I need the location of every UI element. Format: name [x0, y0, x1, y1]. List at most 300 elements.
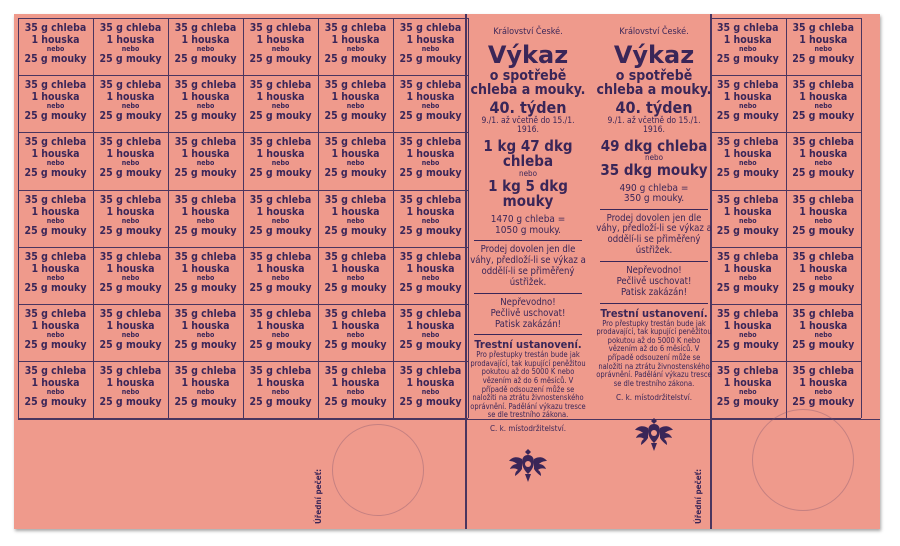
coupon-text: 25 g mouky — [792, 224, 855, 237]
coupon-text: 25 g mouky — [99, 396, 162, 409]
coupon-text: 25 g mouky — [716, 224, 779, 237]
coupon-text: nebo — [738, 273, 757, 282]
coupon-text: 35 g chleba — [716, 250, 779, 263]
coupon-text: nebo — [121, 331, 140, 339]
coupon[interactable] — [322, 23, 389, 65]
coupon[interactable] — [322, 137, 389, 179]
coupon-text: 35 g chleba — [174, 193, 237, 206]
coupon-text: nebo — [346, 273, 365, 282]
penal-heading: Trestní ustanovení. — [600, 306, 708, 320]
coupon-text: nebo — [814, 216, 833, 225]
grid-line — [18, 361, 468, 362]
grid-line — [18, 18, 19, 418]
coupon-text: nebo — [271, 159, 290, 168]
coupon-text: nebo — [196, 388, 215, 397]
coupon[interactable] — [22, 23, 89, 65]
coupon-text: 25 g mouky — [399, 53, 462, 65]
coupon[interactable] — [397, 366, 464, 408]
coupon-text: 1 houska — [256, 262, 305, 275]
grid-line — [243, 18, 244, 418]
coupon-text: nebo — [421, 102, 440, 111]
coupon-text: 35 g chleba — [324, 308, 387, 320]
coupon-text: 1 houska — [31, 91, 80, 104]
coupon-text: 25 g mouky — [24, 167, 87, 180]
coupon-text: nebo — [738, 388, 757, 397]
coupon-text: 25 g mouky — [716, 281, 779, 294]
coupon-text: 35 g chleba — [399, 308, 462, 320]
coupon-text: 35 g chleba — [24, 79, 87, 92]
grid-line — [318, 18, 319, 418]
ration-card — [14, 14, 880, 529]
coupon[interactable] — [397, 195, 464, 237]
coupon-text: nebo — [346, 388, 365, 397]
coupon[interactable] — [172, 80, 239, 122]
ration-panel-1 — [470, 28, 586, 491]
coupon-text: nebo — [814, 331, 833, 339]
amount-flour: 1 kg 5 dkg mouky — [488, 176, 568, 211]
grid-line — [786, 18, 787, 418]
equation-1: 1470 g chleba = — [490, 214, 566, 226]
coupon-text: 35 g chleba — [99, 79, 162, 92]
coupon-text: 1 houska — [31, 320, 80, 332]
panel-subtitle-1: o spotřebě — [615, 67, 693, 84]
coupon-text: 35 g chleba — [24, 193, 87, 206]
coupon-text: 25 g mouky — [716, 167, 779, 180]
coupon-text: 1 houska — [181, 377, 230, 390]
amount-flour: 35 dkg mouky — [600, 160, 708, 179]
coupon-text: 25 g mouky — [174, 110, 237, 123]
coupon[interactable] — [714, 309, 782, 351]
coupon[interactable] — [790, 366, 858, 408]
coupon-text: 25 g mouky — [249, 167, 312, 180]
grid-line — [710, 361, 861, 362]
coupon-text: 35 g chleba — [174, 79, 237, 92]
coupon-text: 25 g mouky — [174, 53, 237, 65]
grid-line — [168, 18, 169, 418]
coupon-text: 35 g chleba — [174, 308, 237, 320]
coupon[interactable] — [22, 366, 89, 408]
coupon[interactable] — [22, 252, 89, 294]
coupon[interactable] — [247, 252, 314, 294]
amount-bread: 1 kg 47 dkg chleba — [483, 136, 573, 171]
coupon-text: 1 houska — [106, 262, 155, 275]
coupon-text: 25 g mouky — [792, 396, 855, 409]
coupon-text: nebo — [46, 45, 65, 53]
coupon[interactable] — [790, 80, 858, 122]
coupon-text: 1 houska — [331, 262, 380, 275]
coupon-text: 35 g chleba — [24, 136, 87, 149]
coupon[interactable] — [322, 80, 389, 122]
coupon-text: 1 houska — [723, 205, 772, 218]
coupon-text: nebo — [271, 388, 290, 397]
coupon-text: 1 houska — [406, 377, 455, 390]
coupon-text: 1 houska — [331, 34, 380, 46]
coupon-text: 25 g mouky — [174, 224, 237, 237]
coupon-text: nebo — [271, 102, 290, 111]
coupon-text: 35 g chleba — [324, 250, 387, 263]
coupon-text: 25 g mouky — [324, 339, 387, 351]
grid-line — [710, 132, 861, 133]
warning-1: Nepřevodno! — [626, 265, 682, 277]
coupon-text: nebo — [46, 388, 65, 397]
coupon[interactable] — [97, 252, 164, 294]
state-name: Království České. — [493, 27, 563, 37]
coupon[interactable] — [714, 80, 782, 122]
coupon-text: 25 g mouky — [399, 396, 462, 409]
coupon-text: 1 houska — [181, 320, 230, 332]
coupon-text: 35 g chleba — [99, 193, 162, 206]
coupon[interactable] — [714, 195, 782, 237]
coupon-text: 35 g chleba — [249, 22, 312, 34]
date-range: 9./1. až včetně do 15./1. 1916. — [481, 115, 575, 135]
coupon-text: nebo — [421, 331, 440, 339]
coupon-text: 35 g chleba — [24, 250, 87, 263]
grid-line — [710, 247, 861, 248]
coupon-text: 35 g chleba — [249, 193, 312, 206]
coupon-text: 35 g chleba — [249, 365, 312, 378]
coupon-text: 1 houska — [799, 320, 848, 332]
coupon-text: 25 g mouky — [399, 224, 462, 237]
coupon-text: 25 g mouky — [249, 224, 312, 237]
coupon-text: 25 g mouky — [249, 396, 312, 409]
coupon-text: 1 houska — [406, 320, 455, 332]
coupon-text: 1 houska — [256, 320, 305, 332]
grid-line — [18, 419, 880, 420]
official-seal-label: Úřední pečeť: — [314, 469, 323, 525]
warning-2: Pečlivě uschovat! — [490, 307, 566, 319]
coupon-text: nebo — [738, 102, 757, 111]
coupon-text: 1 houska — [406, 91, 455, 104]
coupon[interactable] — [97, 309, 164, 351]
coupon-text: nebo — [121, 45, 140, 53]
coupon-text: 35 g chleba — [324, 79, 387, 92]
authority: C. k. místodržitelství. — [616, 392, 692, 402]
coupon-text: 25 g mouky — [399, 281, 462, 294]
coupon-text: 25 g mouky — [716, 339, 779, 351]
coupon-text: 1 houska — [256, 205, 305, 218]
coupon[interactable] — [247, 137, 314, 179]
state-name: Království České. — [619, 27, 689, 37]
coupon[interactable] — [790, 23, 858, 65]
equation-2: 350 g mouky. — [623, 193, 685, 205]
coupon-text: 1 houska — [31, 205, 80, 218]
coupon-text: 25 g mouky — [716, 53, 779, 65]
grid-line — [18, 132, 468, 133]
coupon-text: 1 houska — [181, 34, 230, 46]
coupon[interactable] — [97, 23, 164, 65]
coupon[interactable] — [97, 137, 164, 179]
coupon[interactable] — [247, 23, 314, 65]
grid-line — [861, 18, 862, 418]
coupon[interactable] — [97, 195, 164, 237]
coupon-text: 35 g chleba — [24, 308, 87, 320]
coupon-text: 35 g chleba — [716, 365, 779, 378]
or-text: nebo — [519, 169, 537, 179]
coupon-text: 1 houska — [331, 377, 380, 390]
coupon-text: 1 houska — [31, 262, 80, 275]
coupon-text: 35 g chleba — [24, 365, 87, 378]
coupon-text: 35 g chleba — [399, 22, 462, 34]
coupon-text: 35 g chleba — [324, 193, 387, 206]
coupon-text: nebo — [121, 102, 140, 111]
coupon-text: 1 houska — [256, 34, 305, 46]
coupon-text: 25 g mouky — [792, 167, 855, 180]
coupon-text: 35 g chleba — [249, 250, 312, 263]
coupon-text: 35 g chleba — [249, 79, 312, 92]
coupon[interactable] — [22, 195, 89, 237]
coupon-text: 1 houska — [256, 148, 305, 161]
authority: C. k. místodržitelství. — [490, 424, 566, 434]
coupon-text: 35 g chleba — [399, 365, 462, 378]
coupon[interactable] — [714, 366, 782, 408]
coupon[interactable] — [247, 195, 314, 237]
coupon[interactable] — [97, 80, 164, 122]
coupon-text: nebo — [738, 45, 757, 53]
coupon-text: 1 houska — [723, 148, 772, 161]
coupon-text: nebo — [421, 388, 440, 397]
coupon-text: 35 g chleba — [792, 365, 855, 378]
coupon-text: 35 g chleba — [716, 79, 779, 92]
coupon-text: nebo — [346, 216, 365, 225]
coupon-text: 25 g mouky — [716, 396, 779, 409]
warning-1: Nepřevodno! — [500, 296, 556, 308]
coupon-text: 35 g chleba — [174, 365, 237, 378]
coupon-text: nebo — [346, 102, 365, 111]
coupon[interactable] — [172, 23, 239, 65]
coupon-text: 25 g mouky — [99, 53, 162, 65]
coupon-text: 25 g mouky — [399, 110, 462, 123]
coupon-text: 1 houska — [723, 262, 772, 275]
panel-subtitle-2: chleba a mouky. — [470, 82, 586, 99]
coupon-text: 25 g mouky — [716, 110, 779, 123]
coupon-text: nebo — [196, 216, 215, 225]
coupon-text: 1 houska — [723, 91, 772, 104]
coupon-text: nebo — [814, 45, 833, 53]
coupon-text: nebo — [121, 216, 140, 225]
coupon-text: nebo — [814, 388, 833, 397]
coupon-text: nebo — [738, 331, 757, 339]
grid-line — [710, 304, 861, 305]
coupon-text: 35 g chleba — [24, 22, 87, 34]
grid-line — [710, 75, 861, 76]
coupon-text: 25 g mouky — [249, 53, 312, 65]
coupon-text: 1 houska — [256, 377, 305, 390]
coupon-text: 1 houska — [106, 205, 155, 218]
coupon-text: 1 houska — [106, 320, 155, 332]
coupon[interactable] — [790, 195, 858, 237]
coupon-text: nebo — [271, 45, 290, 53]
coupon[interactable] — [247, 309, 314, 351]
coupon-text: nebo — [196, 102, 215, 111]
coupon-text: 35 g chleba — [249, 308, 312, 320]
coupon-text: 1 houska — [799, 91, 848, 104]
grid-line — [710, 190, 861, 191]
coupon-text: 35 g chleba — [99, 136, 162, 149]
coupon[interactable] — [397, 137, 464, 179]
coupon-text: 25 g mouky — [324, 167, 387, 180]
coupon-text: 1 houska — [331, 148, 380, 161]
eagle-emblem-icon — [632, 412, 676, 456]
coupon[interactable] — [247, 366, 314, 408]
coupon-text: 25 g mouky — [792, 53, 855, 65]
coupon-text: 1 houska — [799, 262, 848, 275]
coupon[interactable] — [790, 137, 858, 179]
coupon-text: 25 g mouky — [24, 339, 87, 351]
coupon-text: nebo — [46, 159, 65, 168]
coupon-text: 35 g chleba — [99, 308, 162, 320]
coupon-text: nebo — [121, 388, 140, 397]
coupon-text: 25 g mouky — [24, 53, 87, 65]
official-seal-label: Úřední pečeť: — [694, 469, 703, 525]
coupon-text: 1 houska — [331, 320, 380, 332]
coupon-text: 1 houska — [406, 205, 455, 218]
coupon-text: 35 g chleba — [399, 193, 462, 206]
coupon[interactable] — [22, 137, 89, 179]
coupon-text: 25 g mouky — [99, 281, 162, 294]
coupon-text: 35 g chleba — [324, 22, 387, 34]
panel-title: Výkaz — [613, 41, 695, 70]
coupon-text: 25 g mouky — [249, 281, 312, 294]
equation-1: 490 g chleba = — [619, 182, 689, 194]
coupon[interactable] — [172, 252, 239, 294]
coupon-text: 25 g mouky — [24, 110, 87, 123]
coupon[interactable] — [714, 23, 782, 65]
coupon[interactable] — [790, 309, 858, 351]
coupon-text: nebo — [271, 273, 290, 282]
coupon[interactable] — [397, 309, 464, 351]
grid-line — [468, 18, 469, 418]
coupon-text: nebo — [46, 273, 65, 282]
coupon-text: 25 g mouky — [174, 167, 237, 180]
coupon-text: 25 g mouky — [24, 396, 87, 409]
coupon[interactable] — [22, 309, 89, 351]
coupon-text: nebo — [346, 331, 365, 339]
coupon-text: nebo — [121, 273, 140, 282]
coupon[interactable] — [322, 195, 389, 237]
coupon-text: 1 houska — [406, 34, 455, 46]
coupon[interactable] — [247, 80, 314, 122]
coupon-text: 35 g chleba — [399, 250, 462, 263]
coupon[interactable] — [172, 195, 239, 237]
coupon-text: 35 g chleba — [174, 250, 237, 263]
penal-heading: Trestní ustanovení. — [474, 338, 582, 352]
coupon-text: 1 houska — [181, 91, 230, 104]
grid-line — [18, 304, 468, 305]
grid-line — [18, 247, 468, 248]
coupon-text: 1 houska — [723, 377, 772, 390]
coupon-text: nebo — [196, 45, 215, 53]
coupon[interactable] — [322, 252, 389, 294]
coupon-text: 35 g chleba — [99, 365, 162, 378]
coupon[interactable] — [397, 80, 464, 122]
coupon-text: 1 houska — [106, 34, 155, 46]
coupon-text: 1 houska — [723, 34, 772, 46]
coupon-text: 25 g mouky — [249, 339, 312, 351]
coupon-text: 25 g mouky — [99, 110, 162, 123]
week-number: 40. týden — [489, 98, 567, 117]
coupon-text: 25 g mouky — [324, 53, 387, 65]
or-text: nebo — [645, 153, 663, 163]
date-range: 9./1. až včetně do 15./1. 1916. — [607, 115, 701, 135]
coupon-text: nebo — [421, 216, 440, 225]
coupon-text: 25 g mouky — [99, 167, 162, 180]
coupon-text: 1 houska — [331, 91, 380, 104]
coupon[interactable] — [714, 137, 782, 179]
grid-line — [465, 14, 467, 529]
coupon-text: 1 houska — [31, 377, 80, 390]
coupon-text: 1 houska — [106, 377, 155, 390]
grid-line — [18, 190, 468, 191]
coupon-text: nebo — [196, 273, 215, 282]
coupon-text: 1 houska — [799, 34, 848, 46]
coupon-text: 35 g chleba — [716, 193, 779, 206]
panel-subtitle-1: o spotřebě — [489, 67, 567, 84]
coupon-text: nebo — [738, 216, 757, 225]
coupon-text: 25 g mouky — [324, 396, 387, 409]
coupon-text: nebo — [738, 159, 757, 168]
coupon-text: 1 houska — [723, 320, 772, 332]
coupon-text: 1 houska — [106, 91, 155, 104]
coupon[interactable] — [172, 309, 239, 351]
penal-text: Pro přestupky trestán bude jak prodavající, tak kupující peněžitou pokutou až do 5000 K nebo vězením až do 6 měsíců. V případě odsouzení může se naložiti na ztrátu živnostenského oprávnění. Padělání výkazu tresce se dle trestního zákona. — [596, 318, 712, 388]
coupon[interactable] — [322, 309, 389, 351]
coupon-text: 25 g mouky — [792, 281, 855, 294]
coupon[interactable] — [22, 80, 89, 122]
coupon-text: 25 g mouky — [24, 281, 87, 294]
coupon-text: 35 g chleba — [792, 136, 855, 149]
faint-stamp — [332, 424, 424, 516]
coupon-text: 35 g chleba — [399, 79, 462, 92]
coupon-text: nebo — [271, 216, 290, 225]
coupon-text: 25 g mouky — [249, 110, 312, 123]
coupon[interactable] — [714, 252, 782, 294]
coupon-text: 1 houska — [181, 262, 230, 275]
panel-title: Výkaz — [487, 41, 569, 70]
coupon[interactable] — [322, 366, 389, 408]
coupon-text: 1 houska — [331, 205, 380, 218]
panel-subtitle-2: chleba a mouky. — [596, 82, 712, 99]
coupon-text: nebo — [421, 273, 440, 282]
coupon-text: nebo — [346, 159, 365, 168]
coupon-text: nebo — [814, 102, 833, 111]
coupon-text: 35 g chleba — [174, 136, 237, 149]
coupon[interactable] — [397, 23, 464, 65]
coupon-text: 35 g chleba — [792, 193, 855, 206]
coupon-text: 35 g chleba — [174, 22, 237, 34]
coupon[interactable] — [397, 252, 464, 294]
coupon-text: 35 g chleba — [792, 250, 855, 263]
coupon-text: 35 g chleba — [792, 308, 855, 320]
coupon[interactable] — [172, 137, 239, 179]
coupon-text: 35 g chleba — [792, 79, 855, 92]
coupon-text: 25 g mouky — [399, 339, 462, 351]
equation-2: 1050 g mouky. — [495, 224, 561, 236]
warning-2: Pečlivě uschovat! — [616, 276, 692, 288]
coupon[interactable] — [790, 252, 858, 294]
coupon-text: 1 houska — [799, 205, 848, 218]
amount-bread: 49 dkg chleba — [600, 136, 708, 155]
grid-line — [18, 75, 468, 76]
coupon-text: 25 g mouky — [174, 339, 237, 351]
coupon-text: 1 houska — [799, 148, 848, 161]
coupon[interactable] — [172, 366, 239, 408]
grid-line — [710, 18, 861, 19]
penal-text: Pro přestupky trestán bude jak prodavající, tak kupující peněžitou pokutou až do 5000 K nebo vězením až do 6 měsíců. V případě odsouzení může se naložiti na ztrátu živnostenského oprávnění. Padělání výkazu tresce se dle trestního zákona. — [470, 350, 586, 420]
grid-line — [18, 18, 468, 19]
coupon[interactable] — [97, 366, 164, 408]
coupon-text: 1 houska — [106, 148, 155, 161]
coupon-text: nebo — [271, 331, 290, 339]
